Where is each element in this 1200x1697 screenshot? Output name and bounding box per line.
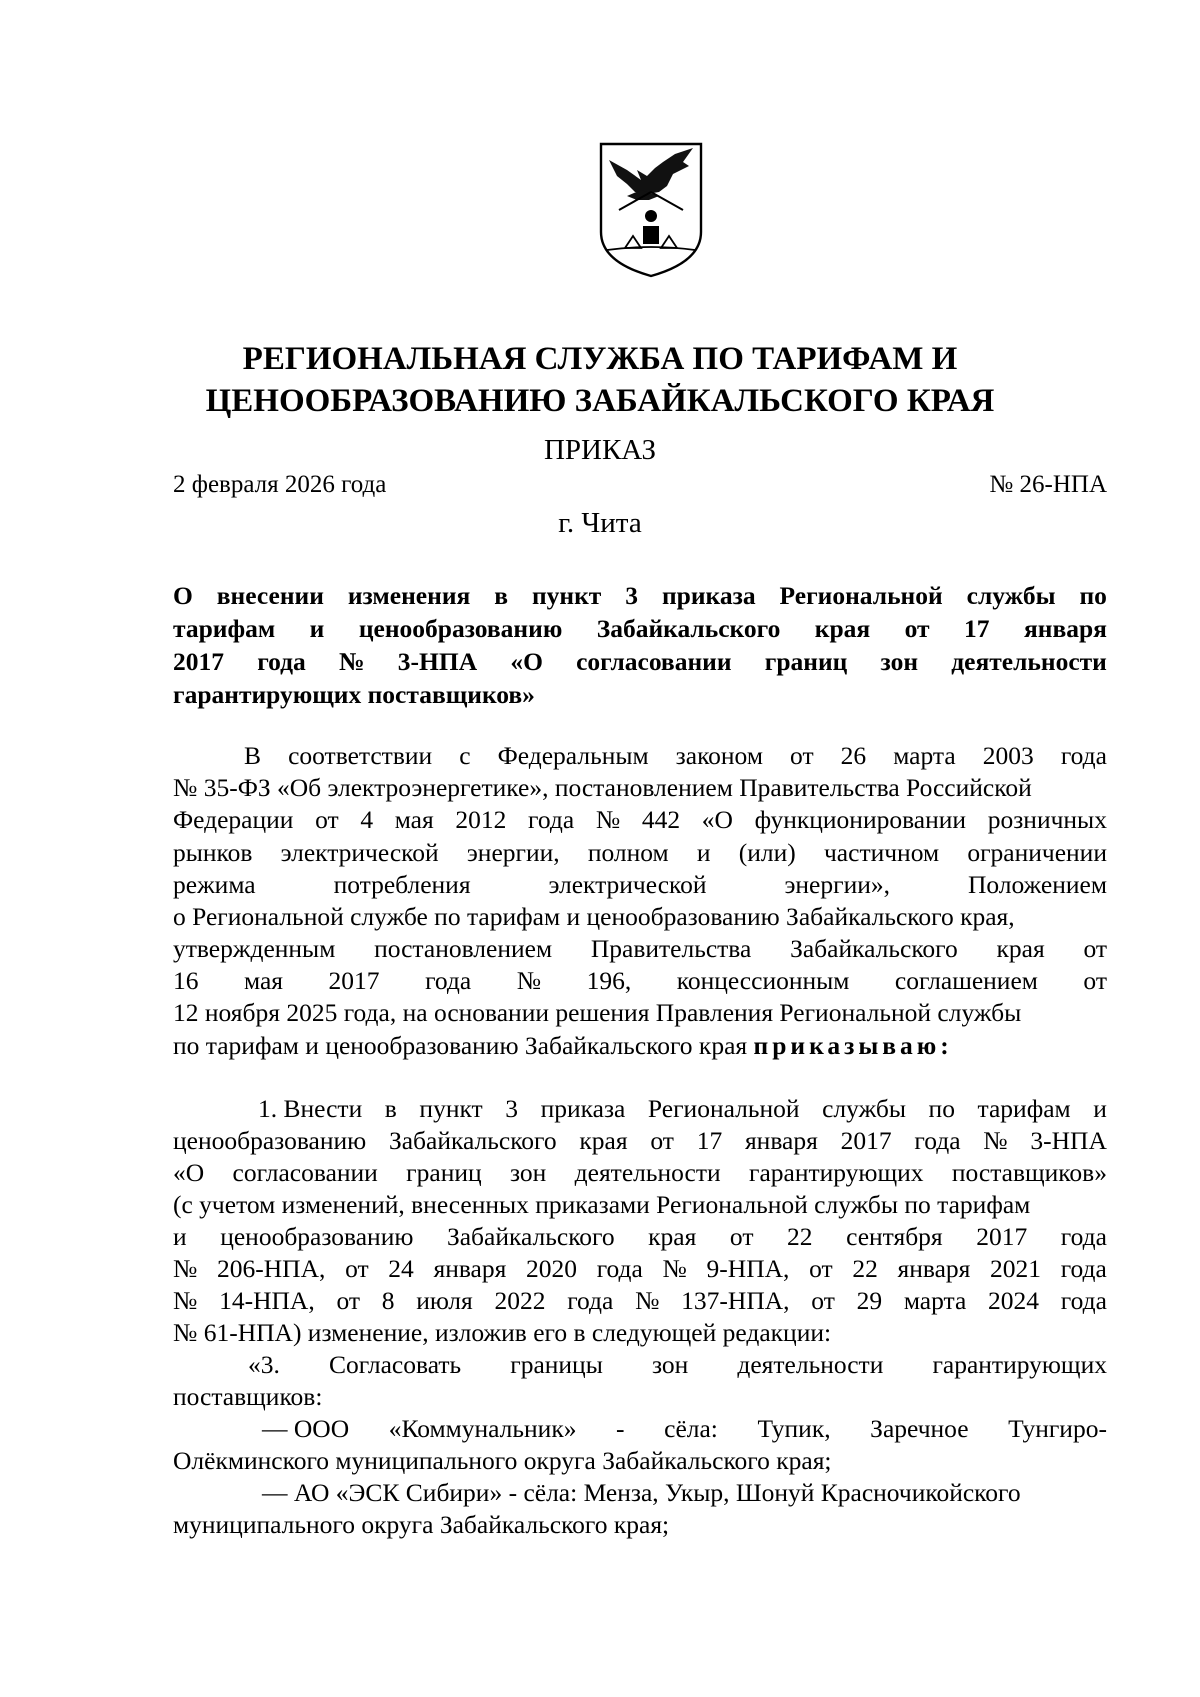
bullet-line: муниципального округа Забайкальского края; (173, 1510, 670, 1539)
item1-word: от (811, 1286, 835, 1315)
preamble-word: рынков (173, 838, 253, 867)
item3-line (248, 1350, 1107, 1380)
document-number: № 26-НПА (989, 471, 1107, 498)
item1-word: 14-НПА, (219, 1286, 315, 1315)
item1-word: года (914, 1126, 961, 1155)
item1-word: 1. Внести (258, 1094, 363, 1123)
document-city: г. Чита (558, 507, 642, 539)
preamble-word: 442 (641, 805, 681, 834)
preamble-word: с (459, 741, 471, 770)
item1-word: января (744, 1126, 818, 1155)
title-line: гарантирующих поставщиков» (173, 680, 535, 709)
preamble-line: 12 ноября 2025 года, на основании решения Правления Региональной службы (173, 998, 1022, 1027)
item1-word: Забайкальского (446, 1222, 615, 1251)
preamble-word: ограничении (967, 838, 1107, 867)
bullet-word: - (616, 1414, 625, 1443)
item1-word: марта (903, 1286, 967, 1315)
item1-word: № (635, 1286, 660, 1315)
item1-word: 9-НПА, (706, 1254, 790, 1283)
title-word: тарифам (173, 614, 276, 643)
bullet-line: Олёкминского муниципального округа Забайкальского края; (173, 1446, 832, 1475)
title-word: 17 (964, 614, 990, 643)
bullet-line (262, 1414, 1107, 1444)
preamble-word: Федерации (173, 805, 294, 834)
item3-word: деятельности (737, 1350, 884, 1379)
item1-word: сентября (846, 1222, 943, 1251)
preamble-word: полном (587, 838, 669, 867)
item1-word: тарифам (977, 1094, 1071, 1123)
preamble-word: (или) (738, 838, 796, 867)
item1-word: поставщиков» (951, 1158, 1107, 1187)
item1-word: № (662, 1254, 687, 1283)
organization-name-line-2: ЦЕНООБРАЗОВАНИЮ ЗАБАЙКАЛЬСКОГО КРАЯ (205, 383, 995, 419)
item1-word: по (928, 1094, 955, 1123)
item1-word: от (345, 1254, 369, 1283)
item1-word: от (729, 1222, 754, 1251)
preamble-word: мая (244, 966, 284, 995)
preamble-line: о Региональной службе по тарифам и ценообразованию Забайкальского края, (173, 902, 1015, 931)
title-word: зон (880, 647, 919, 676)
item1-word: 8 (381, 1286, 395, 1315)
item3-word: зон (651, 1350, 689, 1379)
title-word: деятельности (951, 647, 1107, 676)
preamble-word: 2017 (328, 966, 380, 995)
document-type: ПРИКАЗ (543, 434, 657, 466)
item1-word: 2017 (976, 1222, 1028, 1251)
preamble-line (173, 1031, 1107, 1061)
item1-word: 22 (787, 1222, 813, 1251)
title-word: «О (510, 647, 543, 676)
title-word: изменения (347, 581, 471, 610)
bullet-word: Тупик, (757, 1414, 831, 1443)
title-word: года (257, 647, 306, 676)
item3-word: «3. (248, 1350, 280, 1379)
preamble-word: марта (893, 741, 956, 770)
item1-word: № (983, 1126, 1008, 1155)
preamble-line (173, 870, 1107, 900)
title-word: 2017 (173, 647, 224, 676)
title-line (173, 614, 1107, 644)
item1-word: 17 (696, 1126, 723, 1155)
bullet-word: — ООО (262, 1414, 350, 1443)
preamble-word: соглашением (894, 966, 1038, 995)
preamble-word: электрической (548, 870, 707, 899)
preamble-line (173, 838, 1107, 868)
preamble-word: 2012 (455, 805, 507, 834)
preamble-word: от (1083, 934, 1107, 963)
preamble-word: мая (394, 805, 434, 834)
title-word: в (494, 581, 509, 610)
title-word: и (309, 614, 325, 643)
preamble-word: режима (173, 870, 256, 899)
item1-word: «О (173, 1158, 205, 1187)
item1-word: 29 (856, 1286, 883, 1315)
preamble-word: Забайкальского (790, 934, 958, 963)
item1-word: согласовании (232, 1158, 378, 1187)
item1-word: января (897, 1254, 971, 1283)
item1-word: 2017 (840, 1126, 892, 1155)
preamble-word: электрической (280, 838, 439, 867)
preamble-word: соответствии (288, 741, 433, 770)
item1-word: года (1060, 1222, 1107, 1251)
title-word: ценообразованию (358, 614, 563, 643)
item1-word: пункт (419, 1094, 483, 1123)
item1-word: границ (406, 1158, 482, 1187)
preamble-word: 2003 (982, 741, 1034, 770)
item1-word: 2022 (494, 1286, 546, 1315)
bullet-word: сёла: (664, 1414, 718, 1443)
preamble-line (244, 741, 1107, 771)
item3-line: поставщиков: (173, 1382, 323, 1411)
preamble-word: энергии, (466, 838, 560, 867)
preamble-word: Правительства (590, 934, 752, 963)
title-word: 3 (625, 581, 639, 610)
item1-word: от (809, 1254, 833, 1283)
item1-word: в (384, 1094, 397, 1123)
preamble-word: Положением (967, 870, 1107, 899)
item1-word: 24 (388, 1254, 414, 1283)
item1-word: ценообразованию (173, 1126, 367, 1155)
preamble-word: энергии», (784, 870, 891, 899)
item3-word: гарантирующих (932, 1350, 1107, 1379)
preamble-word: В (244, 741, 262, 770)
preamble-word: года (1060, 741, 1107, 770)
item1-line: № 61-НПА) изменение, изложив его в следующей редакции: (173, 1318, 832, 1347)
title-word: Забайкальского (596, 614, 781, 643)
coat-of-arms-emblem (597, 140, 705, 280)
item1-word: 2021 (990, 1254, 1042, 1283)
order-word: приказываю: (753, 1031, 953, 1060)
preamble-word: от (790, 741, 814, 770)
title-line (173, 647, 1107, 677)
item1-word: 2020 (526, 1254, 578, 1283)
preamble-word: функционировании (754, 805, 967, 834)
item1-word: января (433, 1254, 507, 1283)
item1-word: зон (509, 1158, 547, 1187)
preamble-word: 4 (360, 805, 374, 834)
preamble-word: № (595, 805, 621, 834)
bullet-line: — АО «ЭСК Сибири» - сёла: Менза, Укыр, Шонуй Красночикойского (262, 1478, 1021, 1507)
item1-line (173, 1286, 1107, 1316)
item1-word: июля (416, 1286, 473, 1315)
preamble-line (173, 805, 1107, 835)
preamble-word: «О (701, 805, 733, 834)
title-word: января (1023, 614, 1107, 643)
preamble-line (173, 934, 1107, 964)
bullet-word: Тунгиро- (1008, 1414, 1107, 1443)
title-word: № (338, 647, 365, 676)
title-word: границ (764, 647, 848, 676)
bullet-word: Заречное (870, 1414, 969, 1443)
item1-word: гарантирующих (748, 1158, 924, 1187)
bullet-word: «Коммунальник» (388, 1414, 577, 1443)
preamble-word: 16 (173, 966, 199, 995)
item1-word: деятельности (574, 1158, 721, 1187)
preamble-last-text: по тарифам и ценообразованию Забайкальского края (173, 1031, 748, 1060)
title-word: службы (966, 581, 1056, 610)
preamble-word: Федеральным (497, 741, 649, 770)
item1-word: и (1093, 1094, 1107, 1123)
preamble-word: законом (675, 741, 763, 770)
item1-word: 206-НПА, (217, 1254, 326, 1283)
item1-word: от (336, 1286, 360, 1315)
item1-word: 22 (852, 1254, 878, 1283)
preamble-word: и (696, 838, 711, 867)
item1-word: № (173, 1254, 198, 1283)
item1-line (173, 1158, 1107, 1188)
item1-word: ценообразованию (220, 1222, 414, 1251)
preamble-word: потребления (333, 870, 471, 899)
title-word: внесении (216, 581, 324, 610)
item1-word: Забайкальского (388, 1126, 557, 1155)
item1-word: года (596, 1254, 643, 1283)
preamble-word: утвержденным (173, 934, 336, 963)
title-word: 3-НПА (397, 647, 478, 676)
item1-line (173, 1222, 1107, 1252)
preamble-line (173, 966, 1107, 996)
preamble-word: года (528, 805, 575, 834)
item1-line (258, 1094, 1107, 1124)
title-word: Региональной (779, 581, 943, 610)
title-word: согласовании (576, 647, 732, 676)
title-word: пункт (531, 581, 602, 610)
item1-word: 2024 (988, 1286, 1040, 1315)
item3-word: границы (510, 1350, 603, 1379)
item1-word: 3-НПА (1030, 1126, 1107, 1155)
preamble-word: частичном (823, 838, 940, 867)
item1-word: от (650, 1126, 674, 1155)
preamble-word: концессионным (676, 966, 850, 995)
preamble-word: № (516, 966, 542, 995)
title-word: по (1079, 581, 1107, 610)
preamble-word: 26 (840, 741, 867, 770)
item1-word: года (567, 1286, 614, 1315)
preamble-word: от (315, 805, 339, 834)
item1-line: (с учетом изменений, внесенных приказами Региональной службы по тарифам (173, 1190, 1031, 1219)
organization-name-line-1: РЕГИОНАЛЬНАЯ СЛУЖБА ПО ТАРИФАМ И (242, 341, 958, 377)
title-word: края (814, 614, 871, 643)
preamble-word: розничных (987, 805, 1107, 834)
item1-word: Региональной (647, 1094, 800, 1123)
item3-word: Согласовать (328, 1350, 462, 1379)
preamble-word: от (1083, 966, 1107, 995)
item1-word: 3 (505, 1094, 518, 1123)
preamble-word: постановлением (374, 934, 553, 963)
title-word: приказа (661, 581, 756, 610)
title-word: от (904, 614, 930, 643)
preamble-line: № 35-ФЗ «Об электроэнергетике», постановлением Правительства Российской (173, 773, 1032, 802)
item1-word: службы (822, 1094, 906, 1123)
preamble-word: края (996, 934, 1045, 963)
item1-word: года (1060, 1286, 1107, 1315)
item1-word: края (579, 1126, 628, 1155)
preamble-word: 196, (586, 966, 632, 995)
item1-word: года (1060, 1254, 1107, 1283)
item1-line (173, 1126, 1107, 1156)
item1-word: края (648, 1222, 697, 1251)
title-word: О (173, 581, 193, 610)
item1-word: и (173, 1222, 187, 1251)
item1-word: приказа (540, 1094, 626, 1123)
document-date: 2 февраля 2026 года (173, 471, 387, 498)
preamble-word: года (425, 966, 472, 995)
item1-word: № (173, 1286, 198, 1315)
title-line (173, 581, 1107, 611)
item1-line (173, 1254, 1107, 1284)
item1-word: 137-НПА, (681, 1286, 790, 1315)
